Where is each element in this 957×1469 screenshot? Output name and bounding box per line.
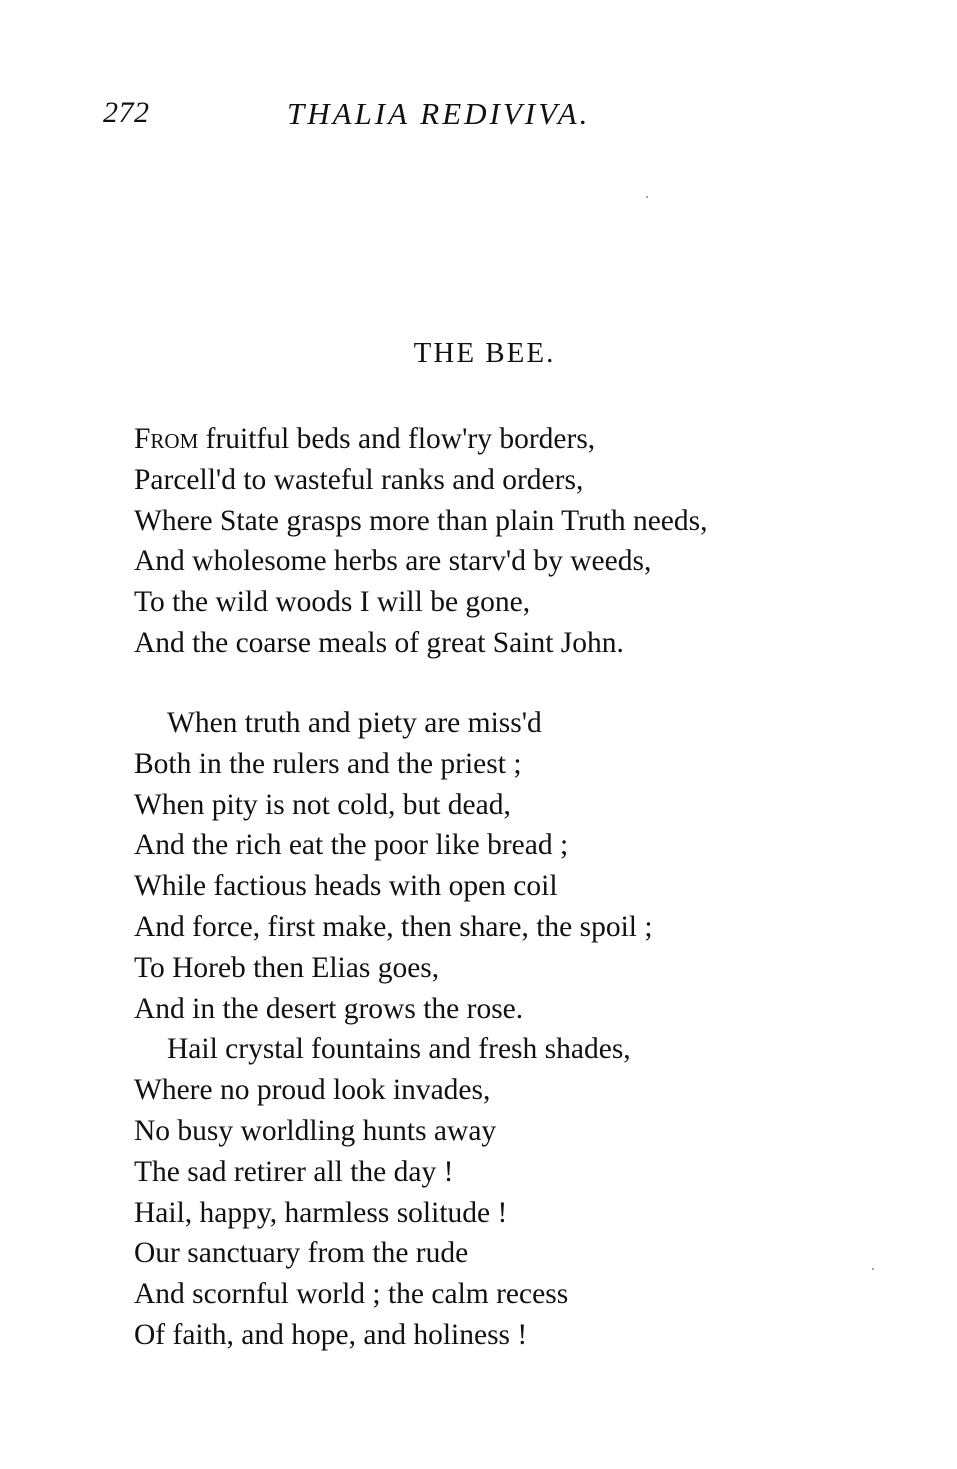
poem-line: Of faith, and hope, and holiness ! (134, 1318, 528, 1351)
stanza-1 (134, 419, 708, 664)
poem-line: To the wild woods I will be gone, (134, 586, 531, 619)
stanza-2 (134, 703, 653, 1356)
poem-line: Hail, happy, harmless solitude ! (134, 1196, 508, 1229)
poem-line: Our sanctuary from the rude (134, 1237, 469, 1270)
poem-line: And wholesome herbs are starv'd by weeds, (134, 545, 652, 578)
poem-line: And the coarse meals of great Saint John. (134, 626, 624, 659)
poem-line: Where no proud look invades, (134, 1074, 491, 1107)
line-text: fruitful beds and flow'ry borders, (198, 423, 596, 455)
poem-line: To Horeb then Elias goes, (134, 951, 440, 984)
poem-line: While factious heads with open coil (134, 870, 558, 903)
poem-line: And force, first make, then share, the spoil ; (134, 910, 653, 943)
print-speck (646, 196, 648, 198)
poem-line: When truth and piety are miss'd (167, 707, 542, 739)
initial-word: From (134, 423, 199, 455)
poem-title: THE BEE. (413, 337, 556, 369)
poem-line: Hail crystal fountains and fresh shades, (167, 1033, 631, 1066)
poem-line: Where State grasps more than plain Truth needs, (134, 504, 708, 537)
poem-line: No busy worldling hunts away (134, 1114, 497, 1147)
poem-line: And the rich eat the poor like bread ; (134, 829, 569, 862)
poem-line: The sad retirer all the day ! (134, 1155, 454, 1188)
poem-line: And scornful world ; the calm recess (134, 1278, 569, 1311)
running-head: THALIA REDIVIVA. (287, 96, 591, 131)
page-number: 272 (103, 96, 150, 129)
poem-line: When pity is not cold, but dead, (134, 788, 511, 821)
poem-line (134, 419, 708, 460)
poem-line: Parcell'd to wasteful ranks and orders, (134, 463, 584, 496)
poem-line: And in the desert grows the rose. (134, 992, 524, 1025)
print-speck (872, 1268, 874, 1270)
poem-line: Both in the rulers and the priest ; (134, 747, 522, 780)
